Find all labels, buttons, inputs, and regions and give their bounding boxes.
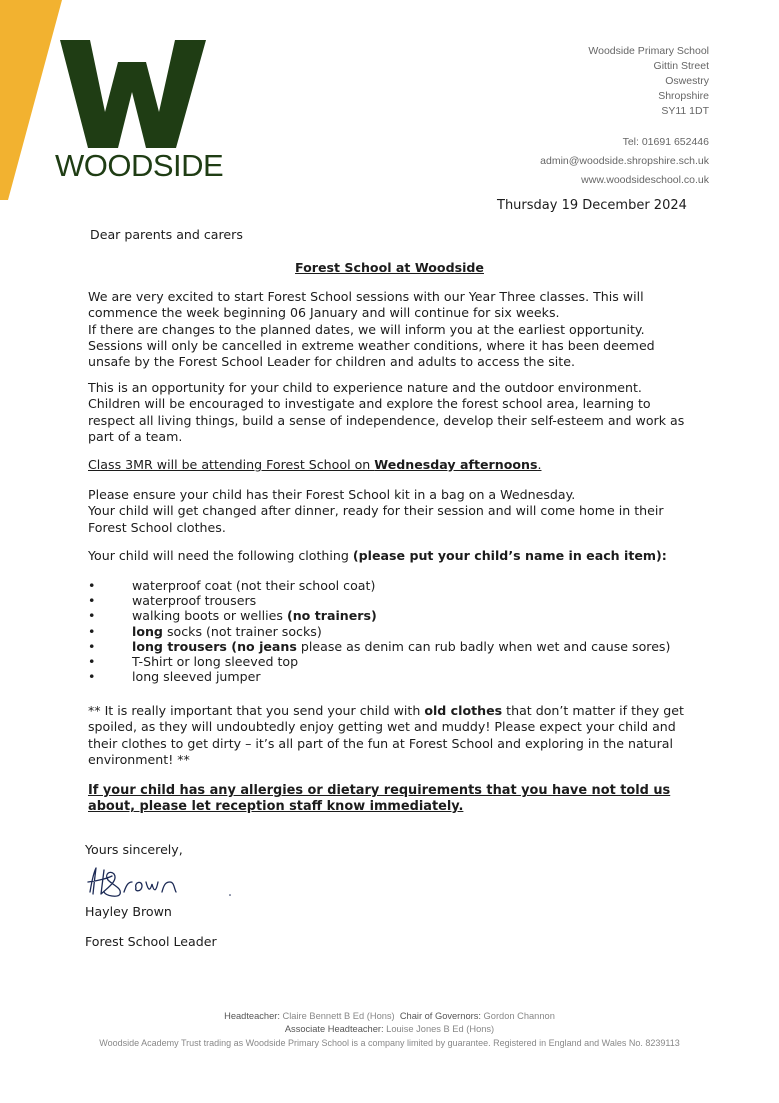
kit-text: Please ensure your child has their Forest School kit in a bag on a Wednesday. <box>88 487 576 502</box>
email-link[interactable]: admin@woodside.shropshire.sch.uk <box>540 155 709 167</box>
list-item: • walking boots or wellies (no trainers) <box>88 608 688 623</box>
intro-paragraph <box>88 289 688 370</box>
woodside-w-logo <box>60 40 206 148</box>
list-item: • long trousers (no jeans please as denim can rub badly when wet and cause sores) <box>88 639 688 654</box>
footer-assoc-label: Associate Headteacher: <box>284 1024 384 1034</box>
salutation: Dear parents and carers <box>90 227 243 242</box>
address-line: Shropshire <box>658 90 709 102</box>
handwritten-signature <box>84 862 244 902</box>
allergy-warning: If your child has any allergies or dietary requirements that you have not told us about, please let reception staff know immediately. <box>88 783 671 815</box>
footer-legal: Woodside Academy Trust trading as Woodside Primary School is a company limited by guarantee. Registered in England and Wales No. 8239113 <box>99 1038 680 1048</box>
old-clothes-bold: old clothes <box>424 703 503 718</box>
letter-title: Forest School at Woodside <box>295 260 484 275</box>
address-line: Gittin Street <box>653 60 709 72</box>
list-item: • long sleeved jumper <box>88 669 688 684</box>
footer-leadership <box>0 1011 779 1021</box>
list-item: • long socks (not trainer socks) <box>88 624 688 639</box>
footer-chair-name: Gordon Channon <box>480 1011 555 1021</box>
footer-chair-label: Chair of Governors: <box>399 1011 481 1021</box>
list-item: • T-Shirt or long sleeved top <box>88 654 688 669</box>
changing-text: Your child will get changed after dinner, ready for their session and will come home in their Forest School clothes. <box>88 503 664 535</box>
intro-text: We are very excited to start Forest School sessions with our Year Three classes. This will commence the week beginning 06 January and will continue for six weeks. <box>88 289 644 321</box>
list-item: • waterproof trousers <box>88 593 688 608</box>
kit-paragraph <box>88 487 688 536</box>
old-clothes-paragraph <box>88 703 688 768</box>
class-schedule <box>88 457 688 473</box>
school-address <box>588 44 709 119</box>
address-line: Oswestry <box>665 75 709 87</box>
clothing-list <box>88 578 688 684</box>
address-line: SY11 1DT <box>661 105 709 117</box>
class-suffix: . <box>537 457 542 472</box>
clothing-intro-bold: (please put your child’s name in each item): <box>352 548 667 563</box>
letter-date: Thursday 19 December 2024 <box>497 198 687 213</box>
school-contact <box>540 133 709 190</box>
address-line: Woodside Primary School <box>588 45 709 57</box>
telephone: Tel: 01691 652446 <box>622 136 709 148</box>
clothing-intro <box>88 548 688 564</box>
old-clothes-start: ** It is really important that you send your child with <box>88 703 425 718</box>
class-prefix: Class 3MR will be attending Forest School on <box>88 457 375 472</box>
website-link[interactable]: www.woodsideschool.co.uk <box>581 174 709 186</box>
list-item: • waterproof coat (not their school coat) <box>88 578 688 593</box>
old-clothes-end: that don’t matter if they get spoiled, as they will undoubtedly enjoy getting wet and muddy! Please expect your child and their clothes to get dirty – it’s all part of the fun at Forest School and exploring in the natural environment! ** <box>88 703 684 767</box>
footer-head-label: Headteacher: <box>224 1011 280 1021</box>
signer-role: Forest School Leader <box>85 934 217 949</box>
class-day: Wednesday afternoons <box>374 457 538 472</box>
opportunity-paragraph: This is an opportunity for your child to experience nature and the outdoor environment. Children will be encouraged to investigate and explore the forest school area, learning to respect all living things, build a sense of independence, develop their self-esteem and work as part of a team. <box>88 380 685 444</box>
footer-head-name: Claire Bennett B Ed (Hons) <box>279 1011 395 1021</box>
footer-assoc-name: Louise Jones B Ed (Hons) <box>383 1024 495 1034</box>
logo-wordmark: WOODSIDE <box>55 148 224 183</box>
footer-associate <box>0 1024 779 1034</box>
closing: Yours sincerely, <box>85 842 183 857</box>
signer-name: Hayley Brown <box>85 904 172 919</box>
clothing-intro-text: Your child will need the following clothing <box>88 548 353 563</box>
dates-text: If there are changes to the planned dates, we will inform you at the earliest opportunity. Sessions will only be cancelled in extreme weather conditions, where it has been deemed unsafe by the Forest School Leader for children and adults to access the site. <box>88 321 655 370</box>
